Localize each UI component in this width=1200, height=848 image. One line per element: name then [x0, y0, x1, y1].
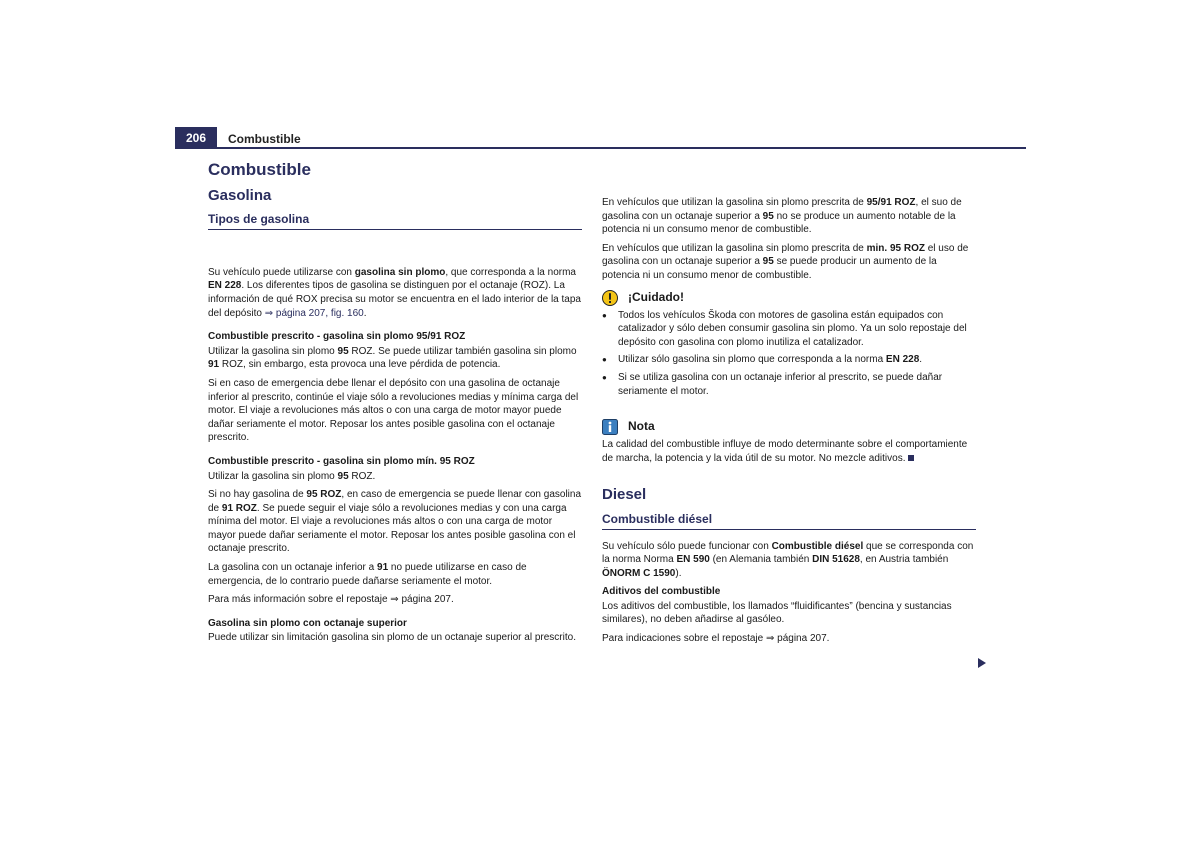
paragraph-diesel: Su vehículo sólo puede funcionar con Combustible diésel que se corresponda con la norma Norma EN 590 (en Alemania también DIN 51628, en Austria también ÖNORM C 1590).: [602, 540, 974, 579]
paragraph-emergency-1: Si en caso de emergencia debe llenar el depósito con una gasolina de octanaje inferior al prescrito, continúe el viaje sólo a revoluciones medias y mínima carga del motor. El viaje a revoluciones más altos o con una carga de motor mayor puede dañar seriamente el motor. Reposar los antes posible gasolina con el octanaje prescrito.: [208, 377, 579, 444]
paragraph-min95: Utilizar la gasolina sin plomo 95 ROZ.: [208, 470, 376, 482]
caution-heading: ¡Cuidado!: [602, 290, 976, 306]
caution-bullet-1: ● Todos los vehículos Škoda con motores de gasolina están equipados con catalizador y sólo deben consumir gasolina sin plomo. Ya un solo repostaje del depósito con gasolina con plomo inutiliza el catalizador.: [602, 309, 976, 350]
note-text: La calidad del combustible influye de modo determinante sobre el comportamiente de marcha, la potencia y la vida útil de su motor. No mezcle aditivos.: [602, 439, 968, 464]
page-header: [175, 127, 1026, 149]
subsection-heading-combustible-diesel: Combustible diésel: [602, 513, 976, 530]
paragraph-right-min95: En vehículos que utilizan la gasolina sin plomo prescrita de min. 95 ROZ el uso de gasolina con un octanaje superior a 95 se puede producir un aumento de la potencia ni un consumo menor de combustible.: [602, 242, 969, 281]
warning-exclamation-icon: [602, 290, 618, 306]
paragraph-right-9591: En vehículos que utilizan la gasolina sin plomo prescrita de 95/91 ROZ, el suo de gasolina con un octanaje superior a 95 no se produce un aumento notable de la potencia ni un consumo menor de combustible.: [602, 197, 962, 236]
heading-min95: Combustible prescrito - gasolina sin plomo mín. 95 ROZ: [208, 455, 475, 467]
left-column: [208, 160, 582, 650]
section-heading-gasolina: Gasolina: [208, 186, 272, 204]
paragraph-aditivos: Los aditivos del combustible, los llamados “fluidificantes” (bencina y sustancias similares), no deben añadirse al gasóleo.: [602, 600, 952, 626]
section-heading-diesel: Diesel: [602, 486, 647, 504]
heading-superior: Gasolina sin plomo con octanaje superior: [208, 617, 407, 629]
chapter-title: Combustible: [208, 160, 311, 179]
paragraph-more-info: Para más información sobre el repostaje ⇒ página 207.: [208, 594, 454, 606]
paragraph-repostaje: Para indicaciones sobre el repostaje ⇒ página 207.: [602, 633, 830, 645]
next-page-arrow-icon[interactable]: [978, 658, 986, 668]
page-number: 206: [175, 127, 217, 149]
running-header-title: Combustible: [228, 132, 301, 146]
paragraph-superior: Puede utilizar sin limitación gasolina sin plomo de un octanaje superior al prescrito.: [208, 632, 576, 644]
heading-9591: Combustible prescrito - gasolina sin plomo 95/91 ROZ: [208, 331, 466, 343]
paragraph-91: La gasolina con un octanaje inferior a 91 no puede utilizarse en caso de emergencia, de lo contrario puede dañarse seriamente el motor.: [208, 562, 527, 587]
paragraph-emergency-2: Si no hay gasolina de 95 ROZ, en caso de emergencia se puede llenar con gasolina de 91 ROZ. Se puede seguir el viaje sólo a revoluciones medias y con una carga mínima del motor. El viaje a revoluciones más altos o con una carga de motor mayor puede dañar seriamente el motor. Reposar los antes posible gasolina con el octanaje prescrito.: [208, 489, 582, 555]
note-heading: Nota: [602, 419, 976, 435]
caution-bullet-3: ● Si se utiliza gasolina con un octanaje inferior al prescrito, se puede dañar seriamente el motor.: [602, 371, 976, 398]
end-of-section-marker: [908, 455, 914, 461]
page-reference-link[interactable]: ⇒ página 207, fig. 160: [264, 307, 364, 319]
intro-paragraph: Su vehículo puede utilizarse con gasolina sin plomo, que corresponda a la norma EN 228. Los diferentes tipos de gasolina se distinguen por el octanaje (ROZ). La información de qué ROX precisa su motor se encuentra en el lado interior de la tapa del depósito ⇒ página 207, fig. 160.: [208, 266, 581, 319]
header-rule: [217, 147, 1026, 149]
paragraph-9591: Utilizar la gasolina sin plomo 95 ROZ. Se puede utilizar también gasolina sin plomo 91 ROZ, sin embargo, esta provoca una leve pérdida de potencia.: [208, 345, 577, 371]
caution-bullet-2: ● Utilizar sólo gasolina sin plomo que corresponda a la norma EN 228.: [602, 353, 976, 367]
info-icon: [602, 419, 618, 435]
heading-aditivos: Aditivos del combustible: [602, 586, 721, 598]
right-column: [602, 196, 976, 651]
subsection-heading-tipos: Tipos de gasolina: [208, 213, 582, 230]
